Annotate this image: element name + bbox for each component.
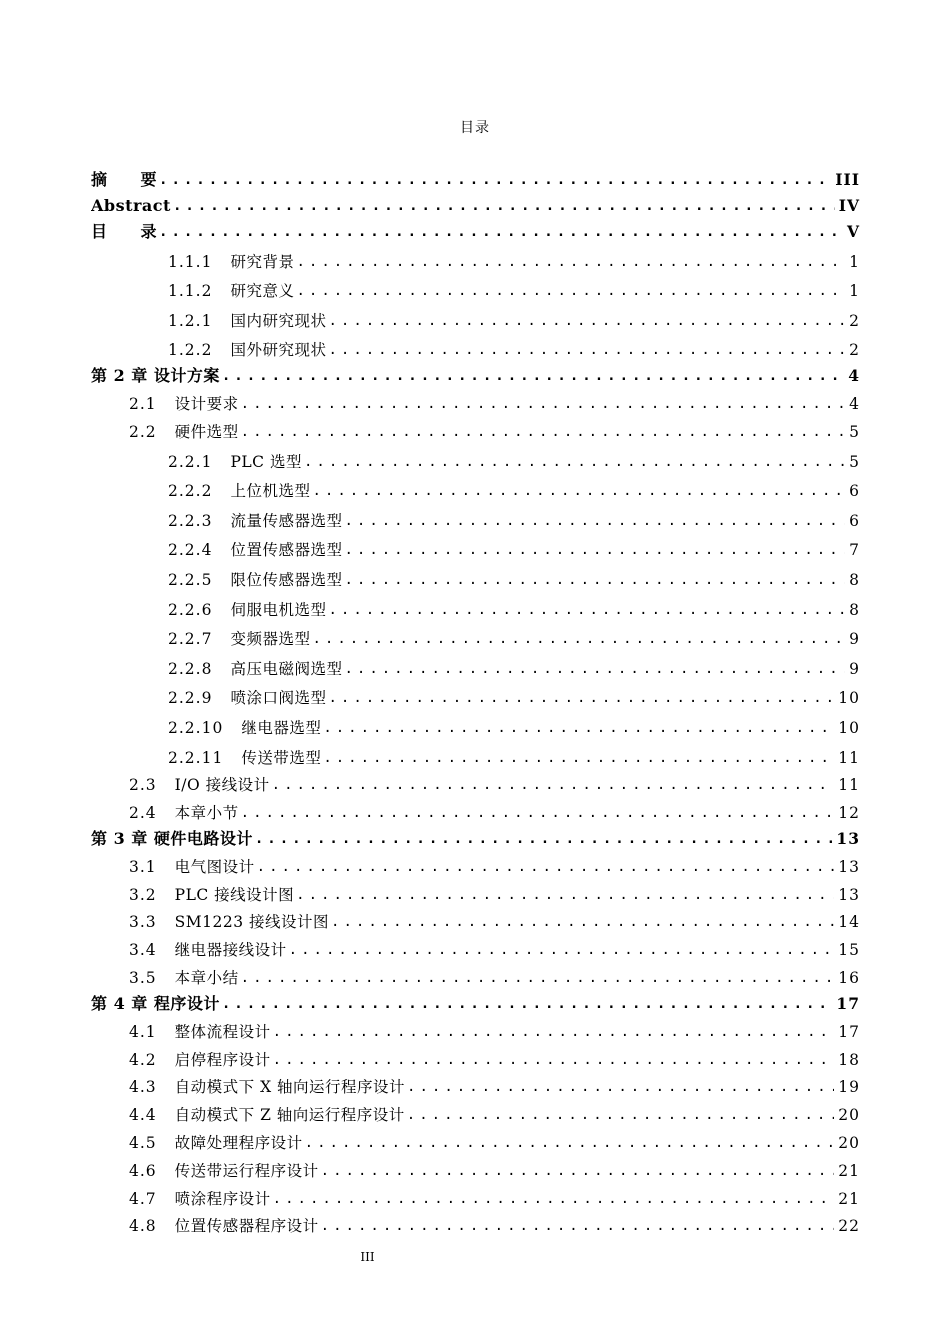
- toc-entry-page: 4: [848, 366, 860, 386]
- toc-entry-page: 15: [838, 941, 860, 960]
- toc-entry-label: 位置传感器程序设计: [174, 1217, 319, 1236]
- dot-leader: [273, 1189, 835, 1209]
- toc-entry-label: 第 3 章 硬件电路设计: [91, 829, 253, 849]
- toc-entry-page: 8: [849, 600, 860, 619]
- toc-entry[interactable]: [91, 1014, 860, 1042]
- toc-entry-number: 2.2.11: [168, 748, 224, 767]
- page-title: 目录: [460, 120, 490, 136]
- dot-leader: [328, 600, 845, 620]
- toc-entry-page: 10: [838, 689, 860, 708]
- toc-entry-label: 研究意义: [230, 282, 295, 301]
- toc-entry-label: 上位机选型: [230, 482, 311, 501]
- toc-entry[interactable]: [91, 560, 860, 590]
- dot-leader: [255, 829, 833, 849]
- toc-entry-label: 传送带运行程序设计: [174, 1161, 319, 1180]
- toc-entry-page: 17: [838, 1022, 860, 1041]
- toc-entry-page: 11: [838, 748, 860, 767]
- toc-entry-page: 13: [836, 829, 860, 849]
- dot-leader: [222, 366, 844, 386]
- toc-entry-number: 2.2.6: [168, 600, 213, 619]
- toc-entry-page: 12: [838, 804, 860, 823]
- toc-entry-number: 4.5: [129, 1134, 157, 1153]
- toc-entry-page: 1: [849, 282, 860, 301]
- toc-entry-page: V: [846, 222, 860, 241]
- toc-entry-label: 传送带选型: [241, 748, 322, 767]
- toc-entry-page: 9: [849, 659, 860, 678]
- toc-entry-number: 1.1.2: [168, 282, 213, 301]
- toc-entry[interactable]: [91, 932, 860, 960]
- dot-leader: [321, 1161, 835, 1181]
- dot-leader: [257, 857, 835, 877]
- toc-entry[interactable]: [91, 1042, 860, 1070]
- dot-leader: [241, 394, 845, 414]
- toc-entry[interactable]: [91, 905, 860, 933]
- toc-entry-number: 2.1: [129, 395, 157, 414]
- toc-entry[interactable]: [91, 414, 860, 442]
- dot-leader: [407, 1077, 834, 1097]
- toc-entry-label: 目 录: [91, 222, 158, 241]
- toc-entry-label: 限位传感器选型: [230, 570, 343, 589]
- toc-entry-page: III: [835, 170, 860, 189]
- toc-entry-label: 继电器选型: [241, 718, 322, 737]
- toc-entry-label: 第 2 章 设计方案: [91, 366, 220, 386]
- toc-entry-label: 伺服电机选型: [230, 600, 327, 619]
- dot-leader: [241, 422, 845, 442]
- toc-entry[interactable]: [91, 164, 860, 190]
- dot-leader: [289, 940, 835, 960]
- dot-leader: [296, 252, 845, 272]
- toc-entry-page: 20: [838, 1134, 860, 1153]
- dot-leader: [321, 1216, 835, 1236]
- toc-entry-page: 21: [838, 1161, 860, 1180]
- toc-entry[interactable]: [91, 988, 860, 1014]
- toc-entry[interactable]: [91, 242, 860, 272]
- toc-entry-number: 1.1.1: [168, 252, 213, 271]
- toc-entry[interactable]: [91, 768, 860, 796]
- toc-entry-number: 3.5: [129, 969, 157, 988]
- toc-entry-label: 本章小节: [174, 804, 239, 823]
- toc-entry-number: 4.2: [129, 1050, 157, 1069]
- toc-entry[interactable]: [91, 823, 860, 849]
- toc-entry[interactable]: [91, 1070, 860, 1098]
- toc-entry-label: 自动模式下 X 轴向运行程序设计: [174, 1078, 406, 1097]
- dot-leader: [328, 688, 834, 708]
- toc-entry[interactable]: [91, 472, 860, 502]
- toc-entry-page: 17: [836, 994, 860, 1014]
- toc-entry[interactable]: [91, 590, 860, 620]
- toc-entry[interactable]: [91, 1153, 860, 1181]
- toc-entry-page: 8: [849, 570, 860, 589]
- dot-leader: [328, 311, 845, 331]
- toc-entry-label: 第 4 章 程序设计: [91, 994, 220, 1014]
- toc-entry[interactable]: [91, 272, 860, 302]
- toc-entry[interactable]: [91, 1181, 860, 1209]
- dot-leader: [344, 540, 845, 560]
- dot-leader: [173, 196, 835, 216]
- toc-entry-label: 喷涂程序设计: [174, 1189, 271, 1208]
- toc-entry-label: 电气图设计: [174, 857, 255, 876]
- toc-entry-page: 19: [838, 1078, 860, 1097]
- toc-entry-number: 3.1: [129, 857, 157, 876]
- toc-entry-number: 2.2.7: [168, 630, 213, 649]
- dot-leader: [323, 718, 834, 738]
- toc-entry[interactable]: [91, 216, 860, 242]
- toc-entry-number: 2.2.2: [168, 482, 213, 501]
- dot-leader: [273, 1022, 835, 1042]
- dot-leader: [159, 170, 831, 190]
- toc-entry-label: 变频器选型: [230, 630, 311, 649]
- toc-entry-number: 4.6: [129, 1161, 157, 1180]
- toc-entry-page: 5: [849, 452, 860, 471]
- toc-entry-page: 14: [838, 913, 860, 932]
- toc-entry-page: 11: [838, 776, 860, 795]
- toc-entry-page: 2: [849, 341, 860, 360]
- toc-entry-number: 2.2.5: [168, 570, 213, 589]
- toc-entry-number: 2.3: [129, 776, 157, 795]
- toc-entry-number: 3.3: [129, 913, 157, 932]
- toc-entry[interactable]: [91, 501, 860, 531]
- dot-leader: [344, 511, 845, 531]
- dot-leader: [272, 775, 835, 795]
- toc-entry-number: 4.3: [129, 1078, 157, 1097]
- dot-leader: [331, 912, 834, 932]
- toc-entry-page: IV: [838, 196, 860, 215]
- toc-entry-label: 摘 要: [91, 170, 158, 189]
- toc-entry-label: I/O 接线设计: [174, 776, 270, 795]
- toc-entry-page: 16: [838, 969, 860, 988]
- toc-entry-number: 2.2: [129, 422, 157, 441]
- toc-entry-number: 2.2.8: [168, 659, 213, 678]
- toc-entry-number: 1.2.1: [168, 311, 213, 330]
- toc-entry[interactable]: [91, 190, 860, 216]
- toc-entry[interactable]: [91, 877, 860, 905]
- dot-leader: [296, 281, 845, 301]
- toc-entry-page: 6: [849, 482, 860, 501]
- toc-entry-label: 喷涂口阀选型: [230, 689, 327, 708]
- toc-entry[interactable]: [91, 1125, 860, 1153]
- toc-entry-number: 2.4: [129, 804, 157, 823]
- toc-entry-page: 18: [838, 1050, 860, 1069]
- toc-entry-label: PLC 选型: [230, 452, 302, 471]
- toc-entry-number: 3.2: [129, 885, 157, 904]
- toc-entry-label: 启停程序设计: [174, 1050, 271, 1069]
- toc-entry-number: 2.2.1: [168, 452, 213, 471]
- toc-entry[interactable]: [91, 531, 860, 561]
- toc-entry[interactable]: [91, 386, 860, 414]
- dot-leader: [241, 803, 835, 823]
- toc-entry[interactable]: [91, 738, 860, 768]
- toc-entry-number: 3.4: [129, 941, 157, 960]
- toc-entry[interactable]: [91, 301, 860, 331]
- toc-entry-label: 高压电磁阀选型: [230, 659, 343, 678]
- toc-entry-number: 2.2.10: [168, 718, 224, 737]
- dot-leader: [344, 570, 845, 590]
- toc-entry-page: 6: [849, 511, 860, 530]
- toc-entry[interactable]: [91, 795, 860, 823]
- dot-leader: [312, 481, 845, 501]
- toc-entry-page: 21: [838, 1189, 860, 1208]
- dot-leader: [222, 994, 833, 1014]
- toc-entry[interactable]: [91, 442, 860, 472]
- toc-entry-page: 22: [838, 1217, 860, 1236]
- toc-entry[interactable]: [91, 620, 860, 650]
- table-of-contents: [91, 164, 860, 1236]
- toc-entry-label: 位置传感器选型: [230, 541, 343, 560]
- toc-entry[interactable]: [91, 960, 860, 988]
- toc-entry-label: SM1223 接线设计图: [174, 913, 330, 932]
- dot-leader: [407, 1105, 834, 1125]
- dot-leader: [273, 1050, 835, 1070]
- toc-entry-label: 本章小结: [174, 969, 239, 988]
- dot-leader: [296, 885, 834, 905]
- dot-leader: [241, 968, 835, 988]
- toc-entry-label: 自动模式下 Z 轴向运行程序设计: [174, 1106, 405, 1125]
- toc-entry-label: 研究背景: [230, 252, 295, 271]
- toc-entry[interactable]: [91, 849, 860, 877]
- toc-entry-page: 2: [849, 311, 860, 330]
- dot-leader: [344, 659, 845, 679]
- toc-entry-page: 4: [849, 395, 860, 414]
- toc-entry-page: 9: [849, 630, 860, 649]
- toc-entry[interactable]: [91, 360, 860, 386]
- toc-entry-page: 1: [849, 252, 860, 271]
- toc-entry-label: 故障处理程序设计: [174, 1134, 303, 1153]
- toc-entry-label: 整体流程设计: [174, 1022, 271, 1041]
- toc-entry-label: Abstract: [91, 196, 171, 215]
- dot-leader: [304, 452, 845, 472]
- toc-entry[interactable]: [91, 649, 860, 679]
- page-number: III: [360, 1250, 375, 1264]
- toc-entry-label: 继电器接线设计: [174, 941, 287, 960]
- toc-entry-label: 国外研究现状: [230, 341, 327, 360]
- toc-entry-label: 流量传感器选型: [230, 511, 343, 530]
- toc-entry-number: 4.1: [129, 1022, 157, 1041]
- toc-entry-page: 7: [849, 541, 860, 560]
- dot-leader: [312, 629, 845, 649]
- toc-entry-page: 10: [838, 718, 860, 737]
- dot-leader: [159, 222, 843, 242]
- dot-leader: [323, 748, 834, 768]
- toc-entry-number: 2.2.4: [168, 541, 213, 560]
- toc-entry-page: 13: [838, 857, 860, 876]
- toc-entry-number: 2.2.3: [168, 511, 213, 530]
- toc-entry-number: 4.4: [129, 1106, 157, 1125]
- toc-entry-page: 5: [849, 422, 860, 441]
- toc-entry[interactable]: [91, 679, 860, 709]
- toc-entry-label: 设计要求: [174, 395, 239, 414]
- toc-entry[interactable]: [91, 708, 860, 738]
- toc-entry[interactable]: [91, 1097, 860, 1125]
- toc-entry-label: 国内研究现状: [230, 311, 327, 330]
- dot-leader: [328, 340, 845, 360]
- toc-entry-number: 4.8: [129, 1217, 157, 1236]
- toc-entry-page: 13: [838, 885, 860, 904]
- dot-leader: [305, 1133, 835, 1153]
- toc-entry-label: 硬件选型: [174, 422, 239, 441]
- toc-entry-number: 2.2.9: [168, 689, 213, 708]
- toc-entry-page: 20: [838, 1106, 860, 1125]
- toc-entry-label: PLC 接线设计图: [174, 885, 295, 904]
- toc-entry-number: 4.7: [129, 1189, 157, 1208]
- toc-entry[interactable]: [91, 1209, 860, 1237]
- toc-entry[interactable]: [91, 331, 860, 361]
- toc-entry-number: 1.2.2: [168, 341, 213, 360]
